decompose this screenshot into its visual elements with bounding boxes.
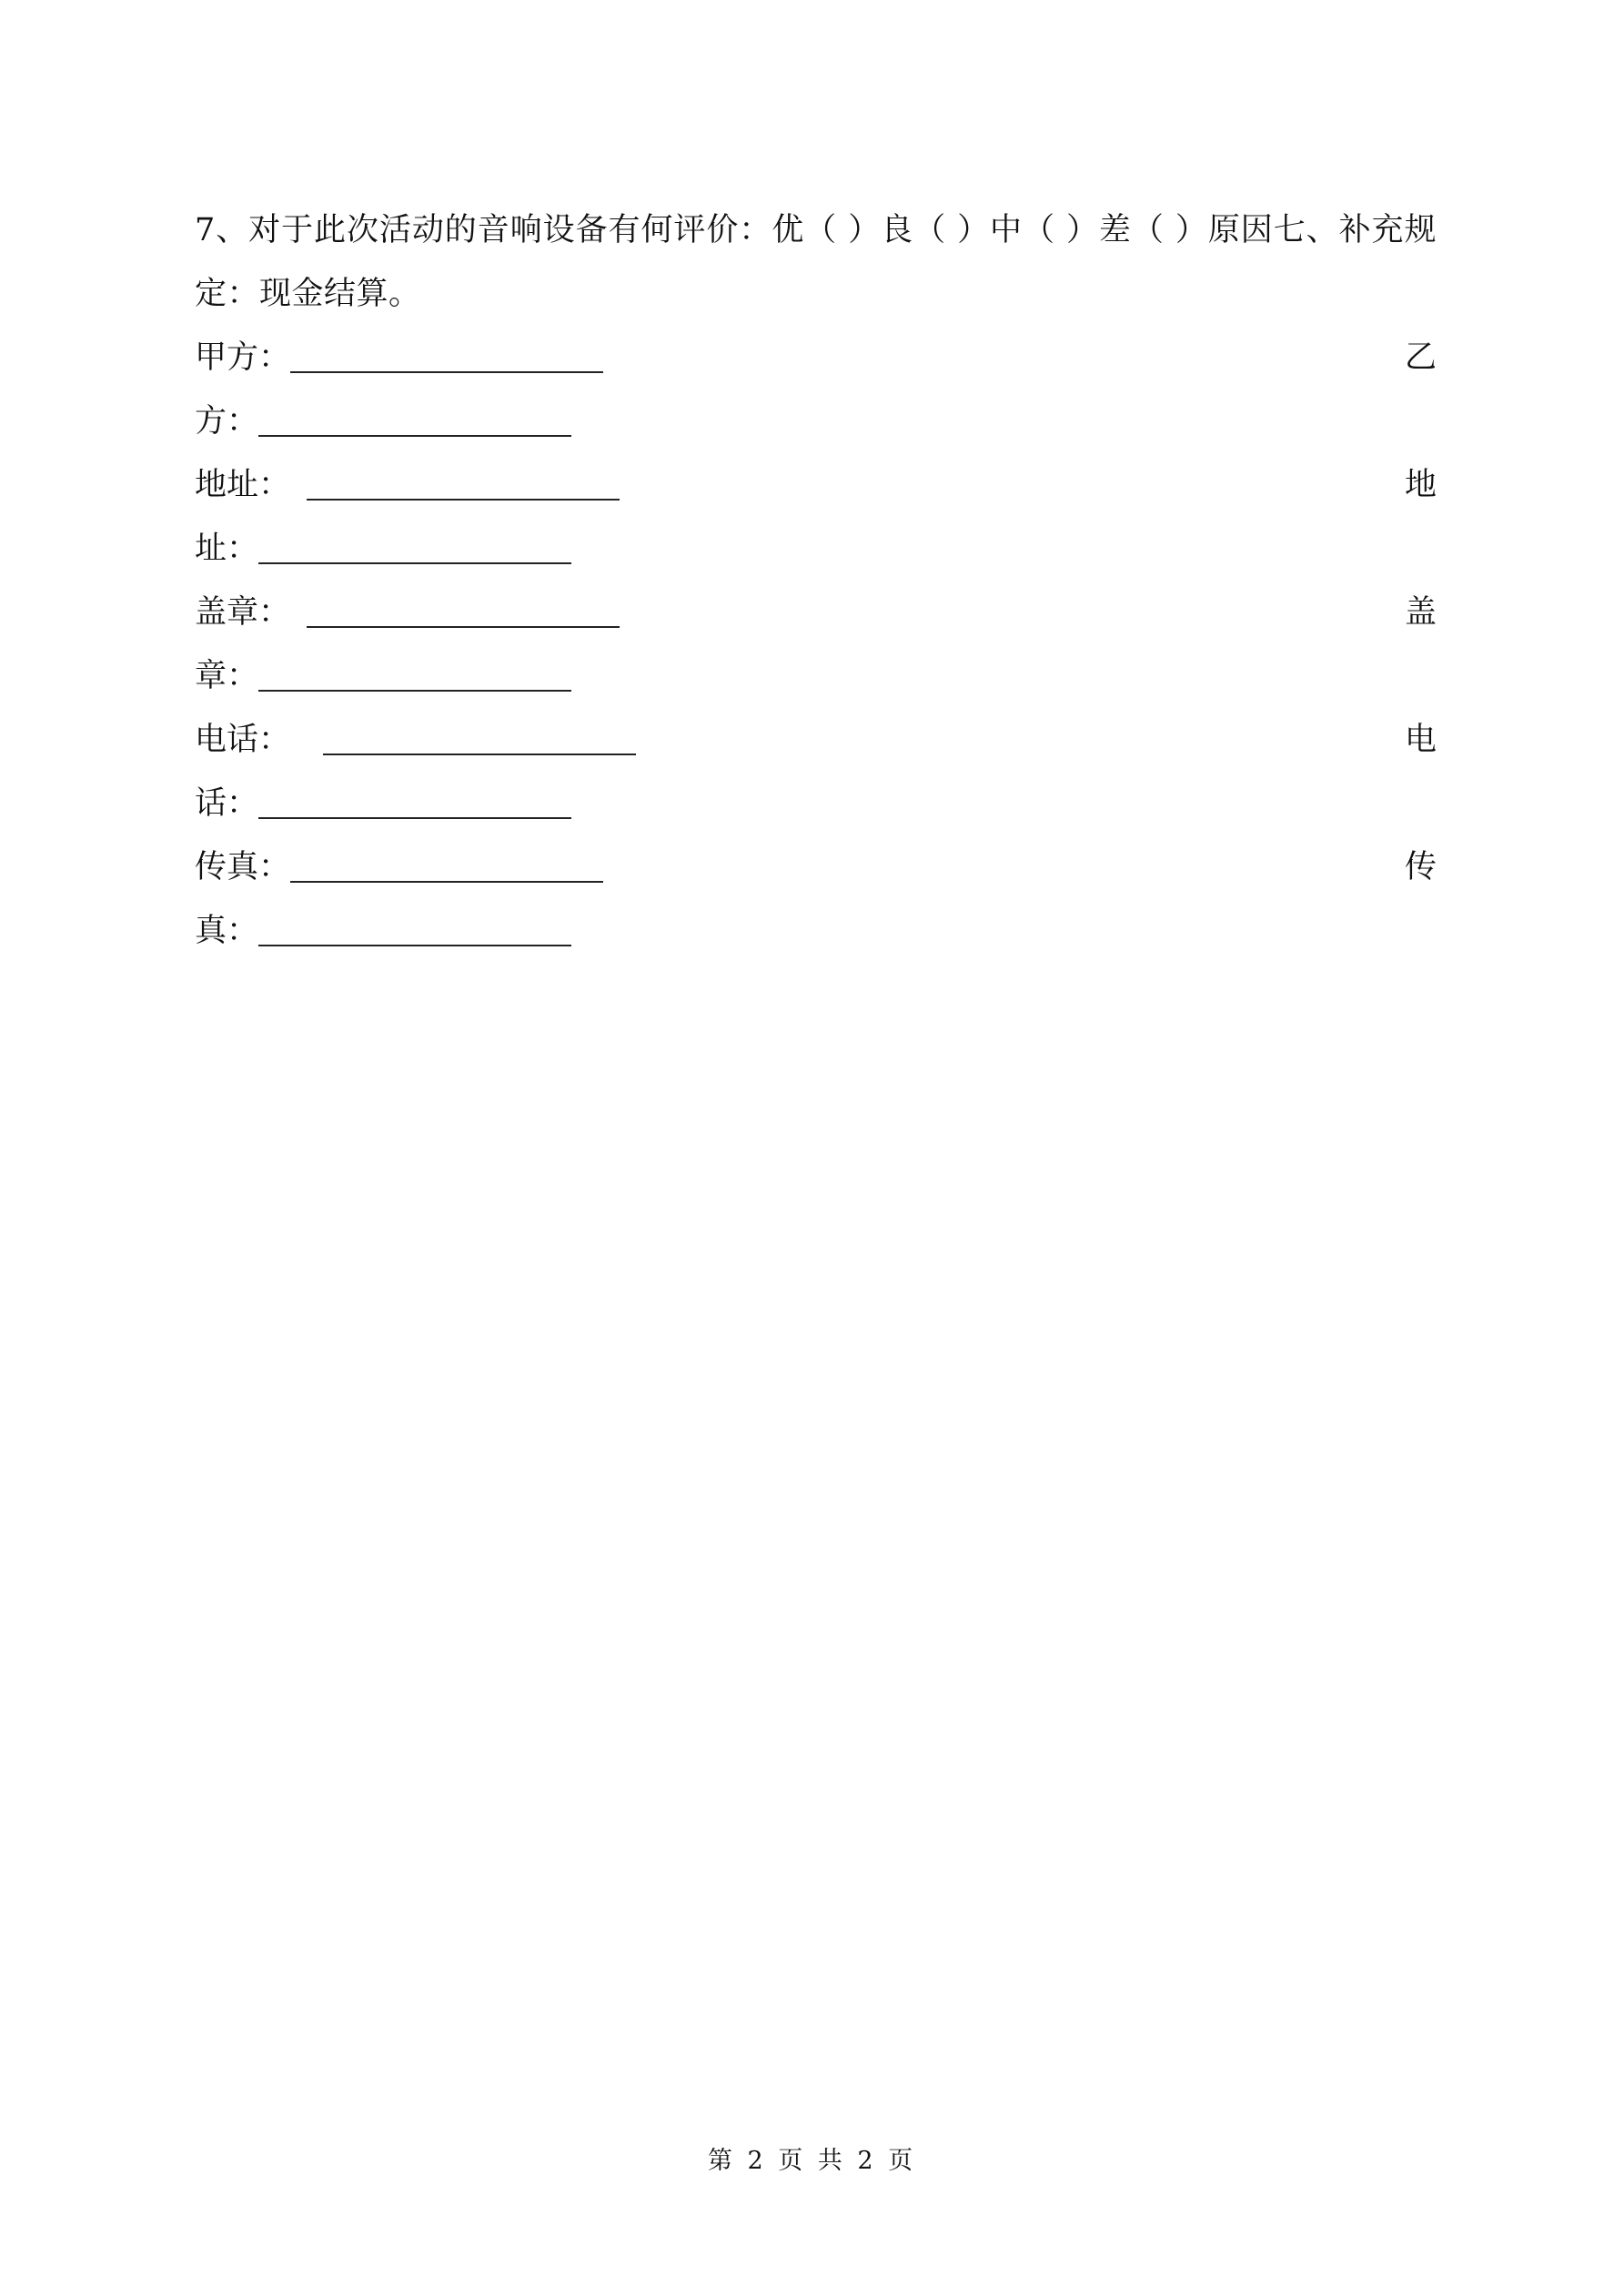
phone-b-blank [258, 817, 571, 819]
page-number: 第 2 页 共 2 页 [707, 2147, 917, 2175]
seal-a-blank [307, 626, 620, 628]
address-b-blank [258, 562, 571, 564]
seal-b-blank [258, 690, 571, 692]
address-b-line [195, 517, 1437, 581]
phone-b-label-start: 电 [1404, 722, 1437, 758]
page-footer [0, 2140, 1624, 2176]
fax-b-label-end: 真： [195, 913, 259, 949]
seal-b-line [195, 644, 1437, 708]
party-a-label: 甲方： [195, 339, 291, 376]
party-b-line [195, 389, 1437, 453]
seal-b-label-end: 章： [195, 658, 259, 694]
party-b-blank [258, 435, 571, 437]
fax-a-line [195, 835, 1437, 899]
address-a-line [195, 453, 1437, 517]
phone-b-label-end: 话： [195, 785, 259, 822]
party-a-blank [290, 371, 603, 373]
phone-a-label: 电话： [195, 722, 291, 758]
fax-b-line [195, 899, 1437, 963]
clause-paragraph: 7、对于此次活动的音响设备有何评价：优（ ）良（ ）中（ ）差（ ）原因七、补充规定：现金结算。 [195, 212, 1437, 312]
address-b-label-end: 址： [195, 531, 259, 567]
seal-b-label-start: 盖 [1404, 594, 1437, 631]
address-b-label-start: 地 [1404, 467, 1437, 503]
seal-a-line [195, 581, 1437, 644]
seal-a-label: 盖章： [195, 594, 291, 631]
party-b-label-start: 乙 [1404, 339, 1437, 376]
phone-b-line [195, 772, 1437, 835]
document-body [195, 198, 1437, 963]
party-b-label-end: 方： [195, 403, 259, 440]
fax-b-label-start: 传 [1404, 849, 1437, 885]
phone-a-blank [323, 754, 636, 755]
address-a-label: 地址： [195, 467, 291, 503]
party-a-line [195, 326, 1437, 389]
fax-a-label: 传真： [195, 849, 291, 885]
fax-b-blank [258, 945, 571, 946]
address-a-blank [307, 499, 620, 501]
fax-a-blank [290, 881, 603, 883]
phone-a-line [195, 708, 1437, 772]
